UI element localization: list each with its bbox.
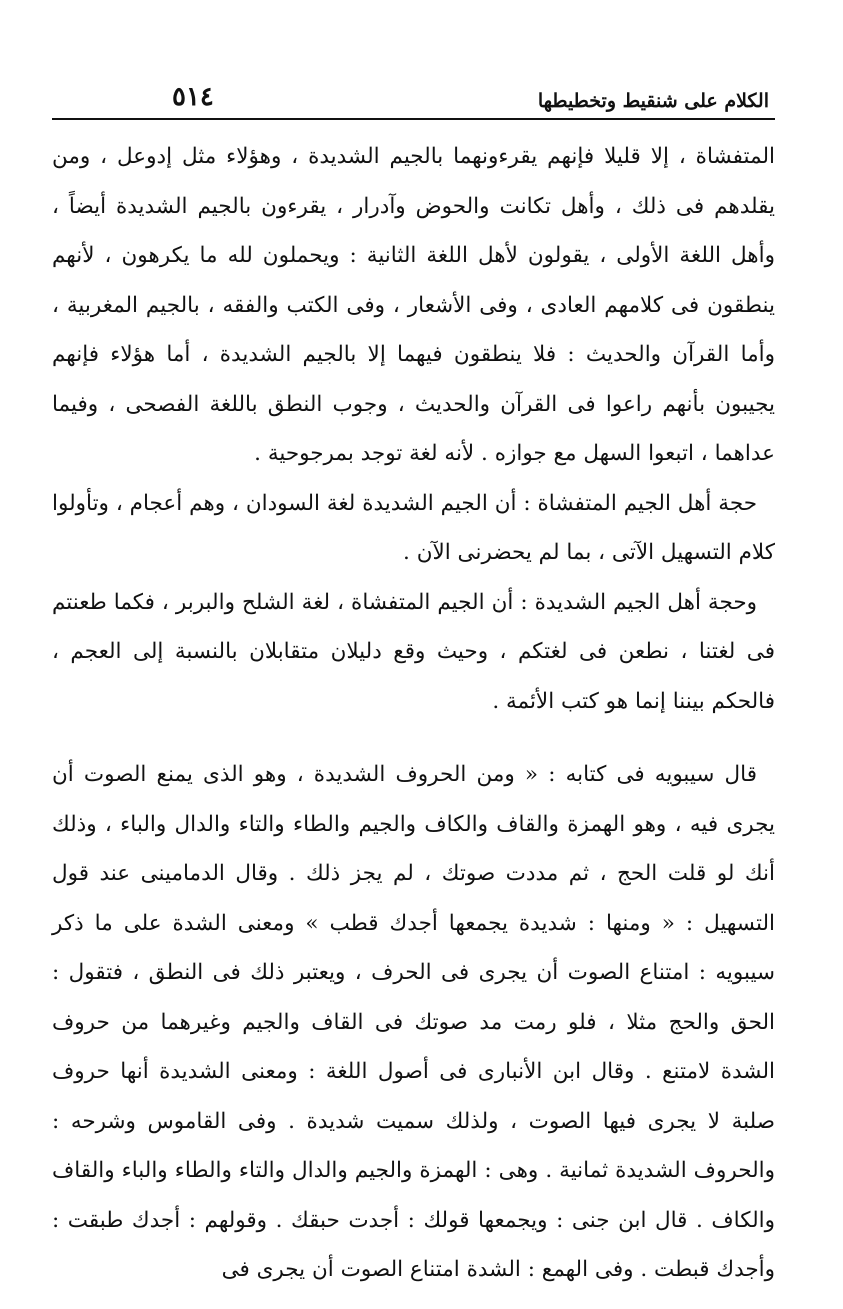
- paragraph-1: المتفشاة ، إلا قليلا فإنهم يقرءونهما بالجيم الشديدة ، وهؤلاء مثل إدوعل ، ومن يقلدهم فى ذلك ، وأهل تكانت والحوض وآدرار ، يقرءون بالجيم الشديدة أيضاً ، وأهل اللغة الأولى ، يقولون لأهل اللغة الثانية : ويحملون لله ما يكرهون ، لأنهم ينطقون فى كلامهم العادى ، وفى الأشعار ، وفى الكتب والفقه ، بالجيم المغربية ، وأما القرآن والحديث : فلا ينطقون فيهما إلا بالجيم الشديدة ، أما هؤلاء فإنهم يجيبون بأنهم راعوا فى القرآن والحديث ، وجوب النطق باللغة الفصحى ، وفيما عداهما ، اتبعوا السهل مع جوازه . لأنه لغة توجد بمرجوحية .: [52, 144, 775, 466]
- page-header: [52, 82, 775, 120]
- paragraph-2: حجة أهل الجيم المتفشاة : أن الجيم الشديدة لغة السودان ، وهم أعجام ، وتأولوا كلام التسهيل الآتى ، بما لم يحضرنى الآن .: [52, 490, 775, 565]
- running-title: الكلام على شنقيط وتخطيطها: [537, 90, 769, 112]
- paragraph-3: وحجة أهل الجيم الشديدة : أن الجيم المتفشاة ، لغة الشلح والبربر ، فكما طعنتم فى لغتنا ، نطعن فى لغتكم ، وحيث وقع دليلان متقابلان بالنسبة إلى العجم ، فالحكم بيننا إنما هو كتب الأئمة .: [52, 589, 775, 714]
- page-number: ٥١٤: [172, 82, 214, 112]
- body-text: [52, 132, 775, 1295]
- paragraph-4: قال سيبويه فى كتابه : « ومن الحروف الشديدة ، وهو الذى يمنع الصوت أن يجرى فيه ، وهو الهمزة والقاف والكاف والجيم والطاء والتاء والدال والباء ، وذلك أنك لو قلت الحج ، ثم مددت صوتك ، لم يجز ذلك . وقال الدمامينى عند قول التسهيل : « ومنها : شديدة يجمعها أجدك قطب » ومعنى الشدة على ما ذكر سيبويه : امتناع الصوت أن يجرى فى الحرف ، ويعتبر ذلك فى النطق ، فتقول : الحق والحج مثلا ، فلو رمت مد صوتك فى القاف والجيم وغيرهما من حروف الشدة لامتنع . وقال ابن الأنبارى فى أصول اللغة : ومعنى الشديدة أنها حروف صلبة لا يجرى فيها الصوت ، ولذلك سميت شديدة . وفى القاموس وشرحه : والحروف الشديدة ثمانية . وهى : الهمزة والجيم والدال والتاء والطاء والباء والقاف والكاف . قال ابن جنى : ويجمعها قولك : أجدت حبقك . وقولهم : أجدك طبقت : وأجدك قبطت . وفى الهمع : الشدة امتناع الصوت أن يجرى فى: [52, 762, 775, 1282]
- paragraph-gap: [52, 726, 775, 750]
